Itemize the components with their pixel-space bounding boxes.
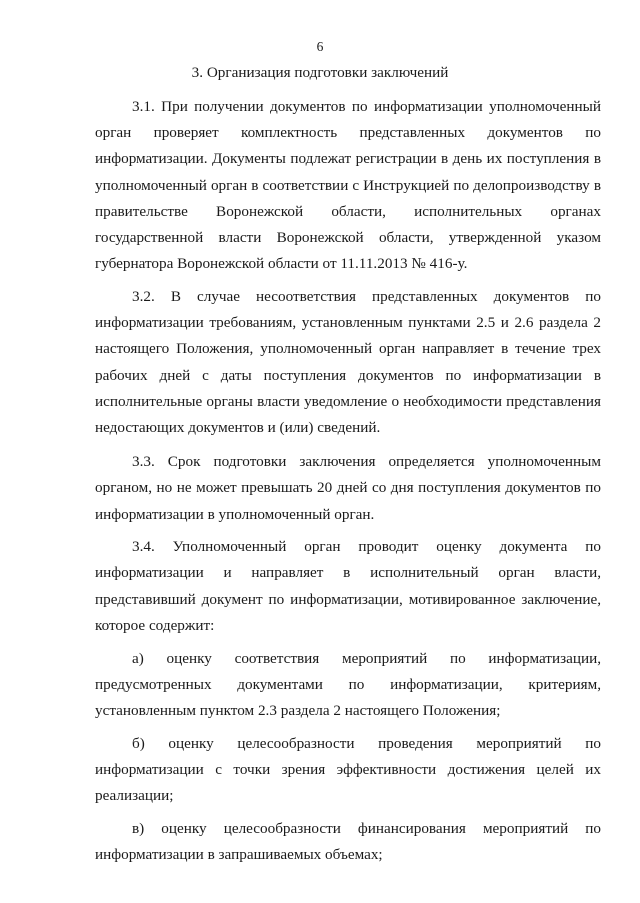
paragraph-3-3: 3.3. Срок подготовки заключения определяется уполномоченным органом, но не может превышать 20 дней со дня поступления документов по информатизации в уполномоченный орган.: [95, 453, 601, 523]
paragraph-3-1: 3.1. При получении документов по информатизации уполномоченный орган проверяет комплектность представленных документов по информатизации. Документы подлежат регистрации в день их поступления в уполномоченный орган в соответствии с Инструкцией по делопроизводству в правительстве Воронежской области, исполнительных органах государственной власти Воронежской области, утвержденной указом губернатора Воронежской области от 11.11.2013 № 416-у.: [95, 98, 601, 273]
document-body: [95, 94, 601, 868]
paragraph-3-4: 3.4. Уполномоченный орган проводит оценку документа по информатизации и направляет в исполнительный орган власти, представивший документ по информатизации, мотивированное заключение, которое содержит:: [95, 538, 601, 634]
paragraph-3-2: 3.2. В случае несоответствия представленных документов по информатизации требованиям, установленным пунктами 2.5 и 2.6 раздела 2 настоящего Положения, уполномоченный орган направляет в течение трех рабочих дней с даты поступления документов по информатизации в исполнительные органы власти уведомление о необходимости представления недостающих документов и (или) сведений.: [95, 287, 601, 436]
section-title: 3. Организация подготовки заключений: [191, 64, 449, 81]
page-number: 6: [316, 39, 324, 54]
paragraph-3-4-v: в) оценку целесообразности финансирования мероприятий по информатизации в запрашиваемых объемах;: [95, 819, 601, 863]
paragraph-3-4-a: а) оценку соответствия мероприятий по информатизации, предусмотренных документами по информатизации, критериям, установленным пунктом 2.3 раздела 2 настоящего Положения;: [95, 649, 601, 719]
paragraph-3-4-b: б) оценку целесообразности проведения мероприятий по информатизации с точки зрения эффективности достижения целей их реализации;: [95, 734, 601, 805]
